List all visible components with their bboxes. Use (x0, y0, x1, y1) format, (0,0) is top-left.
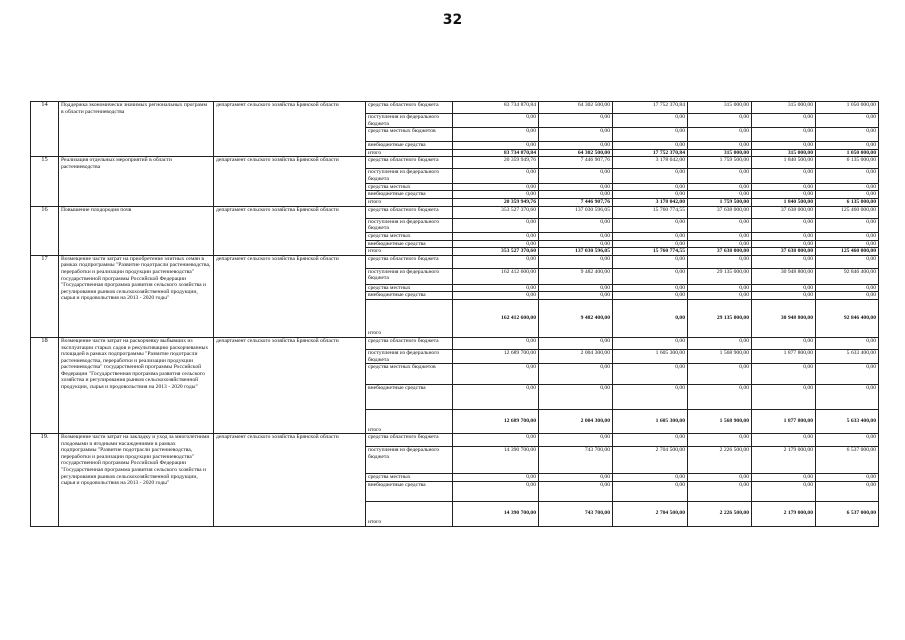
amount-cell: 0,00 (613, 364, 688, 385)
funding-source: внебюджетные средства (366, 142, 453, 150)
executor: департамент сельского хозяйства Брянской области (214, 102, 366, 157)
amount-cell: 137 030 596,05 (539, 248, 613, 256)
amount-cell: 1 759 500,00 (688, 198, 752, 206)
amount-cell: 0,00 (752, 481, 816, 501)
measure-name: Повышение плодородия почв (59, 206, 214, 255)
amount-cell: 0,00 (752, 337, 816, 349)
amount-cell: 0,00 (539, 128, 613, 142)
amount-cell: 6 537 000,00 (816, 447, 879, 474)
amount-cell: 5 633 400,00 (816, 410, 879, 434)
amount-cell: 2 179 000,00 (752, 447, 816, 474)
amount-cell: 12 689 700,00 (453, 349, 539, 363)
amount-cell: 0,00 (688, 385, 752, 410)
amount-cell: 0,00 (688, 337, 752, 349)
item-number: 16 (31, 206, 59, 255)
table-row (31, 337, 879, 349)
amount-cell: 1 568 900,00 (688, 349, 752, 363)
amount-cell: 30 948 800,00 (752, 268, 816, 284)
funding-source: итого (366, 248, 453, 256)
amount-cell: 0,00 (816, 255, 879, 268)
amount-cell: 0,00 (453, 292, 539, 300)
amount-cell: 0,00 (539, 434, 613, 447)
amount-cell: 0,00 (688, 240, 752, 248)
amount-cell: 0,00 (752, 284, 816, 292)
amount-cell: 0,00 (613, 337, 688, 349)
amount-cell: 0,00 (453, 255, 539, 268)
amount-cell: 315 000,00 (688, 149, 752, 157)
amount-cell: 0,00 (613, 128, 688, 142)
amount-cell: 0,00 (752, 364, 816, 385)
amount-cell: 15 760 774,55 (613, 248, 688, 256)
amount-cell: 0,00 (816, 240, 879, 248)
amount-cell: 0,00 (539, 114, 613, 128)
amount-cell: 0,00 (613, 114, 688, 128)
amount-cell: 1 840 500,00 (752, 157, 816, 169)
amount-cell: 0,00 (816, 169, 879, 183)
amount-cell: 0,00 (816, 385, 879, 410)
funding-source: внебюджетные средства (366, 240, 453, 248)
page-number: 32 (442, 12, 463, 28)
amount-cell: 0,00 (453, 284, 539, 292)
measure-name: Реализация отдельных мероприятий в области растениеводства (59, 157, 214, 206)
amount-cell: 0,00 (752, 218, 816, 232)
amount-cell: 0,00 (453, 183, 539, 191)
amount-cell: 1 877 800,00 (752, 410, 816, 434)
amount-cell: 0,00 (613, 232, 688, 240)
amount-cell: 0,00 (613, 434, 688, 447)
amount-cell: 0,00 (453, 114, 539, 128)
amount-cell: 9 482 400,00 (539, 268, 613, 284)
item-number: 18 (31, 337, 59, 433)
amount-cell: 0,00 (688, 232, 752, 240)
amount-cell: 83 734 870,84 (453, 149, 539, 157)
amount-cell: 137 030 596,05 (539, 206, 613, 218)
amount-cell: 1 605 300,00 (613, 349, 688, 363)
amount-cell: 0,00 (752, 292, 816, 300)
funding-source: средства местных (366, 183, 453, 191)
amount-cell: 0,00 (688, 114, 752, 128)
amount-cell: 0,00 (816, 218, 879, 232)
amount-cell: 162 412 600,00 (453, 268, 539, 284)
funding-source: средства областного бюджета (366, 337, 453, 349)
funding-source: внебюджетные средства (366, 292, 453, 300)
amount-cell: 0,00 (613, 240, 688, 248)
amount-cell: 37 638 000,00 (688, 248, 752, 256)
funding-source: средства областного бюджета (366, 102, 453, 114)
amount-cell: 6 135 000,00 (816, 157, 879, 169)
amount-cell: 0,00 (539, 385, 613, 410)
amount-cell: 0,00 (816, 434, 879, 447)
amount-cell: 743 700,00 (539, 501, 613, 526)
amount-cell: 0,00 (816, 128, 879, 142)
budget-table (30, 101, 879, 527)
amount-cell: 125 460 000,00 (816, 206, 879, 218)
item-number: 19. (31, 434, 59, 527)
measure-name: Возмещение части затрат на раскорчевку выбывших из эксплуатации старых садов и рекультивацию раскорчеванных площадей в рамках подпрограммы "Развитие подотрасли растениеводства, переработки и реализации продукции растениеводства" государственной программы Российской Федерации "Государственная программа развития сельского хозяйства и регулирования рынков сельскохозяйственной продукции, сырья и продовольствия на 2013 - 2020 годы" (59, 337, 214, 433)
amount-cell: 0,00 (453, 385, 539, 410)
item-number: 14 (31, 102, 59, 157)
amount-cell: 5 633 400,00 (816, 349, 879, 363)
amount-cell: 3 178 042,00 (613, 157, 688, 169)
amount-cell: 0,00 (539, 191, 613, 199)
amount-cell: 0,00 (453, 142, 539, 150)
amount-cell: 92 846 400,00 (816, 299, 879, 337)
funding-source: поступления из федерального бюджета (366, 169, 453, 183)
amount-cell: 64 302 500,00 (539, 102, 613, 114)
amount-cell: 0,00 (453, 337, 539, 349)
funding-source: поступления из федерального бюджета (366, 218, 453, 232)
funding-source: средства областного бюджета (366, 157, 453, 169)
amount-cell: 0,00 (613, 299, 688, 337)
amount-cell: 0,00 (453, 434, 539, 447)
funding-source: поступления из федерального бюджета (366, 349, 453, 363)
amount-cell: 0,00 (539, 218, 613, 232)
funding-source: поступления из федерального бюджета (366, 268, 453, 284)
amount-cell: 14 390 700,00 (453, 501, 539, 526)
funding-source: итого (366, 501, 453, 526)
amount-cell: 0,00 (453, 191, 539, 199)
amount-cell: 353 527 370,60 (453, 248, 539, 256)
amount-cell: 0,00 (539, 255, 613, 268)
amount-cell: 0,00 (752, 183, 816, 191)
funding-source: средства местных (366, 474, 453, 482)
amount-cell: 83 734 870,84 (453, 102, 539, 114)
amount-cell: 0,00 (752, 434, 816, 447)
table-row (31, 157, 879, 169)
amount-cell: 15 760 774,55 (613, 206, 688, 218)
table-row (31, 102, 879, 114)
amount-cell: 0,00 (613, 268, 688, 284)
amount-cell: 0,00 (688, 474, 752, 482)
amount-cell: 0,00 (816, 142, 879, 150)
amount-cell: 37 638 000,00 (688, 206, 752, 218)
amount-cell: 0,00 (688, 481, 752, 501)
amount-cell: 2 704 500,00 (613, 447, 688, 474)
amount-cell: 29 135 000,00 (688, 299, 752, 337)
amount-cell: 0,00 (816, 284, 879, 292)
amount-cell: 0,00 (613, 385, 688, 410)
amount-cell: 0,00 (539, 240, 613, 248)
amount-cell: 0,00 (688, 169, 752, 183)
amount-cell: 0,00 (752, 240, 816, 248)
amount-cell: 0,00 (752, 232, 816, 240)
amount-cell: 0,00 (539, 142, 613, 150)
amount-cell: 0,00 (816, 183, 879, 191)
amount-cell: 0,00 (688, 284, 752, 292)
amount-cell: 0,00 (539, 481, 613, 501)
executor: департамент сельского хозяйства Брянской области (214, 255, 366, 337)
amount-cell: 2 704 500,00 (613, 501, 688, 526)
amount-cell: 37 638 000,00 (752, 248, 816, 256)
funding-source: средства областного бюджета (366, 206, 453, 218)
amount-cell: 0,00 (816, 191, 879, 199)
amount-cell: 0,00 (752, 114, 816, 128)
amount-cell: 1 568 900,00 (688, 410, 752, 434)
amount-cell: 0,00 (688, 255, 752, 268)
amount-cell: 0,00 (688, 142, 752, 150)
amount-cell: 0,00 (816, 474, 879, 482)
amount-cell: 0,00 (752, 474, 816, 482)
item-number: 15 (31, 157, 59, 206)
amount-cell: 0,00 (613, 183, 688, 191)
amount-cell: 0,00 (816, 337, 879, 349)
amount-cell: 1 605 300,00 (613, 410, 688, 434)
amount-cell: 7 446 907,76 (539, 198, 613, 206)
funding-source: итого (366, 299, 453, 337)
amount-cell: 20 359 949,76 (453, 198, 539, 206)
funding-source: поступления из федерального бюджета (366, 114, 453, 128)
amount-cell: 0,00 (613, 142, 688, 150)
amount-cell: 0,00 (453, 169, 539, 183)
amount-cell: 0,00 (613, 481, 688, 501)
amount-cell: 0,00 (613, 218, 688, 232)
amount-cell: 353 527 370,60 (453, 206, 539, 218)
funding-source: итого (366, 410, 453, 434)
amount-cell: 0,00 (688, 364, 752, 385)
measure-name: Поддержка экономически значимых региональных программ в области растениеводства (59, 102, 214, 157)
amount-cell: 0,00 (816, 232, 879, 240)
funding-source: средства местных бюджетов (366, 364, 453, 385)
amount-cell: 0,00 (613, 292, 688, 300)
amount-cell: 6 537 000,00 (816, 501, 879, 526)
amount-cell: 17 752 370,84 (613, 149, 688, 157)
amount-cell: 1 050 000,00 (816, 102, 879, 114)
amount-cell: 3 178 042,00 (613, 198, 688, 206)
executor: департамент сельского хозяйства Брянской области (214, 337, 366, 433)
amount-cell: 0,00 (752, 255, 816, 268)
funding-source: средства местных бюджетов (366, 128, 453, 142)
amount-cell: 14 390 700,00 (453, 447, 539, 474)
amount-cell: 0,00 (539, 284, 613, 292)
amount-cell: 7 446 907,76 (539, 157, 613, 169)
amount-cell: 20 359 949,76 (453, 157, 539, 169)
amount-cell: 0,00 (752, 191, 816, 199)
amount-cell: 0,00 (453, 364, 539, 385)
amount-cell: 6 135 000,00 (816, 198, 879, 206)
amount-cell: 0,00 (453, 481, 539, 501)
amount-cell: 0,00 (816, 481, 879, 501)
amount-cell: 0,00 (613, 284, 688, 292)
table-row (31, 255, 879, 268)
amount-cell: 315 000,00 (752, 102, 816, 114)
amount-cell: 743 700,00 (539, 447, 613, 474)
amount-cell: 0,00 (688, 128, 752, 142)
amount-cell: 2 226 500,00 (688, 447, 752, 474)
amount-cell: 0,00 (453, 232, 539, 240)
amount-cell: 29 135 000,00 (688, 268, 752, 284)
measure-name: Возмещение части затрат на закладку и уход за многолетними плодовыми и ягодными насаждениями в рамках подпрограммы "Развитие подотрасли растениеводства, переработки и реализации продукции растениеводства" государственной программы Российской Федерации "Государственная программа развития сельского хозяйства и регулирования рынков сельскохозяйственной продукции, сырья и продовольствия на 2013 - 2020 годы" (59, 434, 214, 527)
amount-cell: 2 226 500,00 (688, 501, 752, 526)
measure-name: Возмещение части затрат на приобретение элитных семян в рамках подпрограммы "Развитие подотрасли растениеводства, переработки и реализации продукции растениеводства" государственной программы Российской Федерации "Государственная программа развития сельского хозяйства и регулирования рынков сельскохозяйственной продукции, сырья и продовольствия на 2013 - 2020 годы" (59, 255, 214, 337)
funding-source: внебюджетные средства (366, 385, 453, 410)
amount-cell: 30 948 800,00 (752, 299, 816, 337)
amount-cell: 0,00 (453, 218, 539, 232)
funding-source: внебюджетные средства (366, 481, 453, 501)
funding-source: средства областного бюджета (366, 255, 453, 268)
amount-cell: 9 482 400,00 (539, 299, 613, 337)
amount-cell: 92 846 400,00 (816, 268, 879, 284)
amount-cell: 64 302 500,00 (539, 149, 613, 157)
amount-cell: 0,00 (688, 434, 752, 447)
amount-cell: 0,00 (752, 169, 816, 183)
amount-cell: 0,00 (752, 142, 816, 150)
funding-source: поступления из федерального бюджета (366, 447, 453, 474)
amount-cell: 0,00 (613, 191, 688, 199)
funding-source: внебюджетные средства (366, 191, 453, 199)
amount-cell: 0,00 (752, 128, 816, 142)
amount-cell: 0,00 (688, 292, 752, 300)
amount-cell: 17 752 370,84 (613, 102, 688, 114)
table-row (31, 434, 879, 447)
executor: департамент сельского хозяйства Брянской области (214, 206, 366, 255)
amount-cell: 0,00 (539, 292, 613, 300)
amount-cell: 0,00 (688, 191, 752, 199)
amount-cell: 0,00 (688, 183, 752, 191)
amount-cell: 0,00 (453, 128, 539, 142)
amount-cell: 0,00 (613, 169, 688, 183)
amount-cell: 0,00 (752, 385, 816, 410)
funding-source: средства местных (366, 232, 453, 240)
executor: департамент сельского хозяйства Брянской области (214, 157, 366, 206)
table-row (31, 206, 879, 218)
amount-cell: 0,00 (453, 474, 539, 482)
amount-cell: 0,00 (539, 337, 613, 349)
amount-cell: 2 179 000,00 (752, 501, 816, 526)
amount-cell: 0,00 (613, 474, 688, 482)
table-body (31, 102, 879, 527)
amount-cell: 162 412 600,00 (453, 299, 539, 337)
amount-cell: 12 689 700,00 (453, 410, 539, 434)
amount-cell: 1 759 500,00 (688, 157, 752, 169)
amount-cell: 2 004 300,00 (539, 410, 613, 434)
amount-cell: 315 000,00 (752, 149, 816, 157)
item-number: 17 (31, 255, 59, 337)
funding-source: итого (366, 198, 453, 206)
amount-cell: 0,00 (816, 364, 879, 385)
amount-cell: 0,00 (539, 474, 613, 482)
amount-cell: 1 840 500,00 (752, 198, 816, 206)
amount-cell: 0,00 (453, 240, 539, 248)
amount-cell: 0,00 (613, 255, 688, 268)
amount-cell: 315 000,00 (688, 102, 752, 114)
amount-cell: 0,00 (688, 218, 752, 232)
amount-cell: 125 460 000,00 (816, 248, 879, 256)
amount-cell: 0,00 (539, 232, 613, 240)
amount-cell: 0,00 (539, 169, 613, 183)
amount-cell: 37 638 000,00 (752, 206, 816, 218)
amount-cell: 0,00 (816, 114, 879, 128)
amount-cell: 0,00 (539, 183, 613, 191)
amount-cell: 1 877 800,00 (752, 349, 816, 363)
amount-cell: 2 004 300,00 (539, 349, 613, 363)
amount-cell: 1 050 000,00 (816, 149, 879, 157)
amount-cell: 0,00 (539, 364, 613, 385)
executor: департамент сельского хозяйства Брянской области (214, 434, 366, 527)
funding-source: средства местных (366, 284, 453, 292)
funding-source: средства областного бюджета (366, 434, 453, 447)
funding-source: итого (366, 149, 453, 157)
amount-cell: 0,00 (816, 292, 879, 300)
